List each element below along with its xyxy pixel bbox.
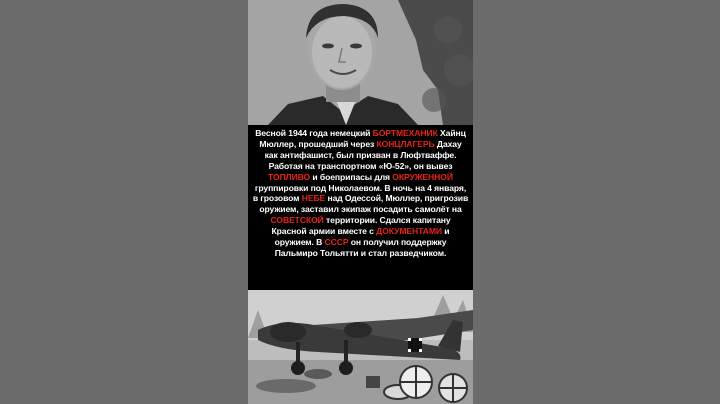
caption-text: территории. Сдался капитану Красной армии вместе с [271,215,451,237]
caption-text: Весной 1944 года немецкий [255,128,373,138]
highlighted-word: НЕБЕ [301,193,326,204]
highlighted-word: ОКРУЖЕННОЙ [392,171,453,182]
highlighted-word: КОНЦЛАГЕРЬ [376,138,435,149]
left-gray-bar [0,0,248,404]
caption-text: и боеприпасы для [310,171,393,182]
highlighted-word: ТОПЛИВО [268,171,311,182]
caption-text: группировки под Николаевом. В ночь на 4 января, в грозовом [252,182,467,204]
highlighted-word: СОВЕТСКОЙ [270,215,324,226]
caption-text: он получил поддержку Пальмиро Тольятти и стал разведчиком. [274,237,447,258]
story-caption [252,128,469,259]
caption-text: Дахау как антифашист, был призван в Люфтваффе. Работая на транспортном «Ю-52», он вывез [264,138,462,171]
right-gray-bar [473,0,720,404]
caption-text: и оружием. В [274,226,450,248]
highlighted-word: СССР [324,237,349,248]
highlighted-word: БОРТМЕХАНИК [372,128,438,138]
aircraft-photo [248,290,473,404]
highlighted-word: ДОКУМЕНТАМИ [376,226,442,237]
caption-text: Хайнц Мюллер, прошедший через [259,128,466,149]
short-video-frame[interactable] [248,0,473,404]
caption-text: над Одессой, Мюллер, пригрозив оружием, заставил экипаж посадить самолёт на [259,193,469,215]
portrait-photo [248,0,473,125]
